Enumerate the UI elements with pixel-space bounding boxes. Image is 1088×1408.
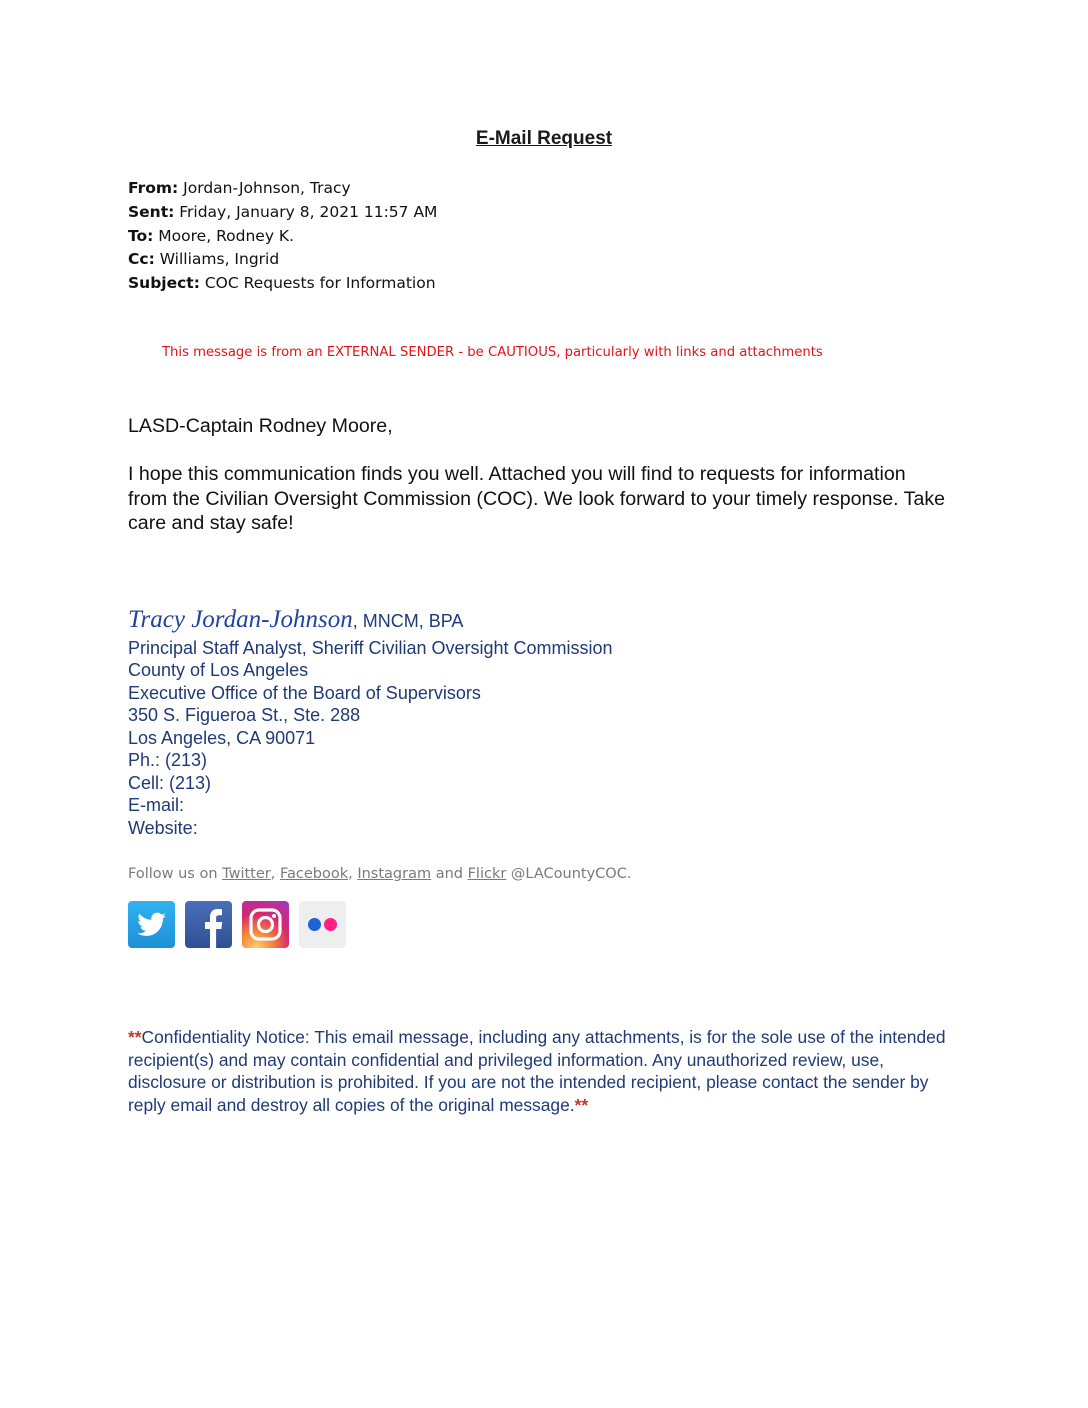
signature-city: Los Angeles, CA 90071	[128, 727, 316, 748]
sent-value: Friday, January 8, 2021 11:57 AM	[174, 202, 438, 221]
subject-value: COC Requests for Information	[199, 274, 436, 293]
instagram-icon[interactable]	[242, 901, 289, 948]
to-row	[128, 225, 437, 249]
notice-stars-open: **	[128, 1027, 142, 1047]
flickr-icon[interactable]	[299, 901, 346, 948]
from-label: From:	[128, 179, 179, 197]
cc-row	[128, 248, 437, 272]
instagram-link[interactable]: Instagram	[357, 866, 432, 882]
follow-sep1: ,	[270, 866, 280, 882]
signature-name-line	[128, 606, 613, 633]
facebook-icon[interactable]	[185, 901, 232, 948]
twitter-link[interactable]: Twitter	[222, 866, 271, 882]
signature-block	[128, 606, 613, 839]
follow-and: and	[431, 866, 468, 882]
follow-sep2: ,	[348, 866, 358, 882]
follow-prefix: Follow us on	[128, 866, 223, 882]
flickr-link[interactable]: Flickr	[467, 866, 507, 882]
salutation: LASD-Captain Rodney Moore,	[128, 415, 393, 437]
to-label: To:	[128, 226, 154, 245]
follow-us-line	[128, 866, 631, 882]
sent-row	[128, 201, 437, 225]
cc-value: Williams, Ingrid	[154, 250, 280, 269]
signature-phone: Ph.: (213)	[128, 750, 208, 770]
external-sender-warning: This message is from an EXTERNAL SENDER - be CAUTIOUS, particularly with links and attachments	[162, 345, 823, 360]
signature-office: Executive Office of the Board of Supervisors	[128, 682, 481, 703]
notice-text: Confidentiality Notice: This email message, including any attachments, is for the sole use of the intended recipient(s) and may contain confidential and privileged information. Any unauthorized review, use, disclosure or distribution is prohibited. If you are not the intended recipient, please contact the sender by reply email and destroy all copies of the original message.	[128, 1027, 946, 1115]
sent-label: Sent:	[128, 202, 175, 221]
confidentiality-notice	[128, 1026, 958, 1116]
follow-handle: @LACountyCOC.	[506, 866, 632, 882]
signature-name: Tracy Jordan-Johnson	[128, 606, 353, 633]
from-value: Jordan-Johnson, Tracy	[178, 179, 351, 197]
subject-label: Subject:	[128, 274, 200, 293]
notice-stars-close: **	[574, 1094, 589, 1115]
twitter-icon[interactable]	[128, 901, 175, 948]
signature-title: Principal Staff Analyst, Sheriff Civilian Oversight Commission	[128, 637, 613, 658]
body-paragraph: I hope this communication finds you well. Attached you will find to requests for information from the Civilian Oversight Commission (COC). We look forward to your timely response. Take care and stay safe!	[128, 463, 946, 534]
facebook-link[interactable]: Facebook	[279, 866, 349, 882]
signature-credentials: , MNCM, BPA	[352, 611, 464, 631]
signature-website: Website:	[128, 817, 198, 838]
cc-label: Cc:	[128, 250, 155, 269]
social-icons	[128, 901, 346, 948]
subject-row	[128, 272, 437, 296]
email-headers	[128, 177, 437, 296]
signature-county: County of Los Angeles	[128, 660, 309, 680]
signature-cell: Cell: (213)	[128, 772, 212, 793]
signature-email: E-mail:	[128, 795, 185, 815]
from-row	[128, 177, 437, 201]
signature-street: 350 S. Figueroa St., Ste. 288	[128, 705, 361, 725]
to-value: Moore, Rodney K.	[153, 226, 295, 245]
document-title: E-Mail Request	[475, 128, 613, 149]
